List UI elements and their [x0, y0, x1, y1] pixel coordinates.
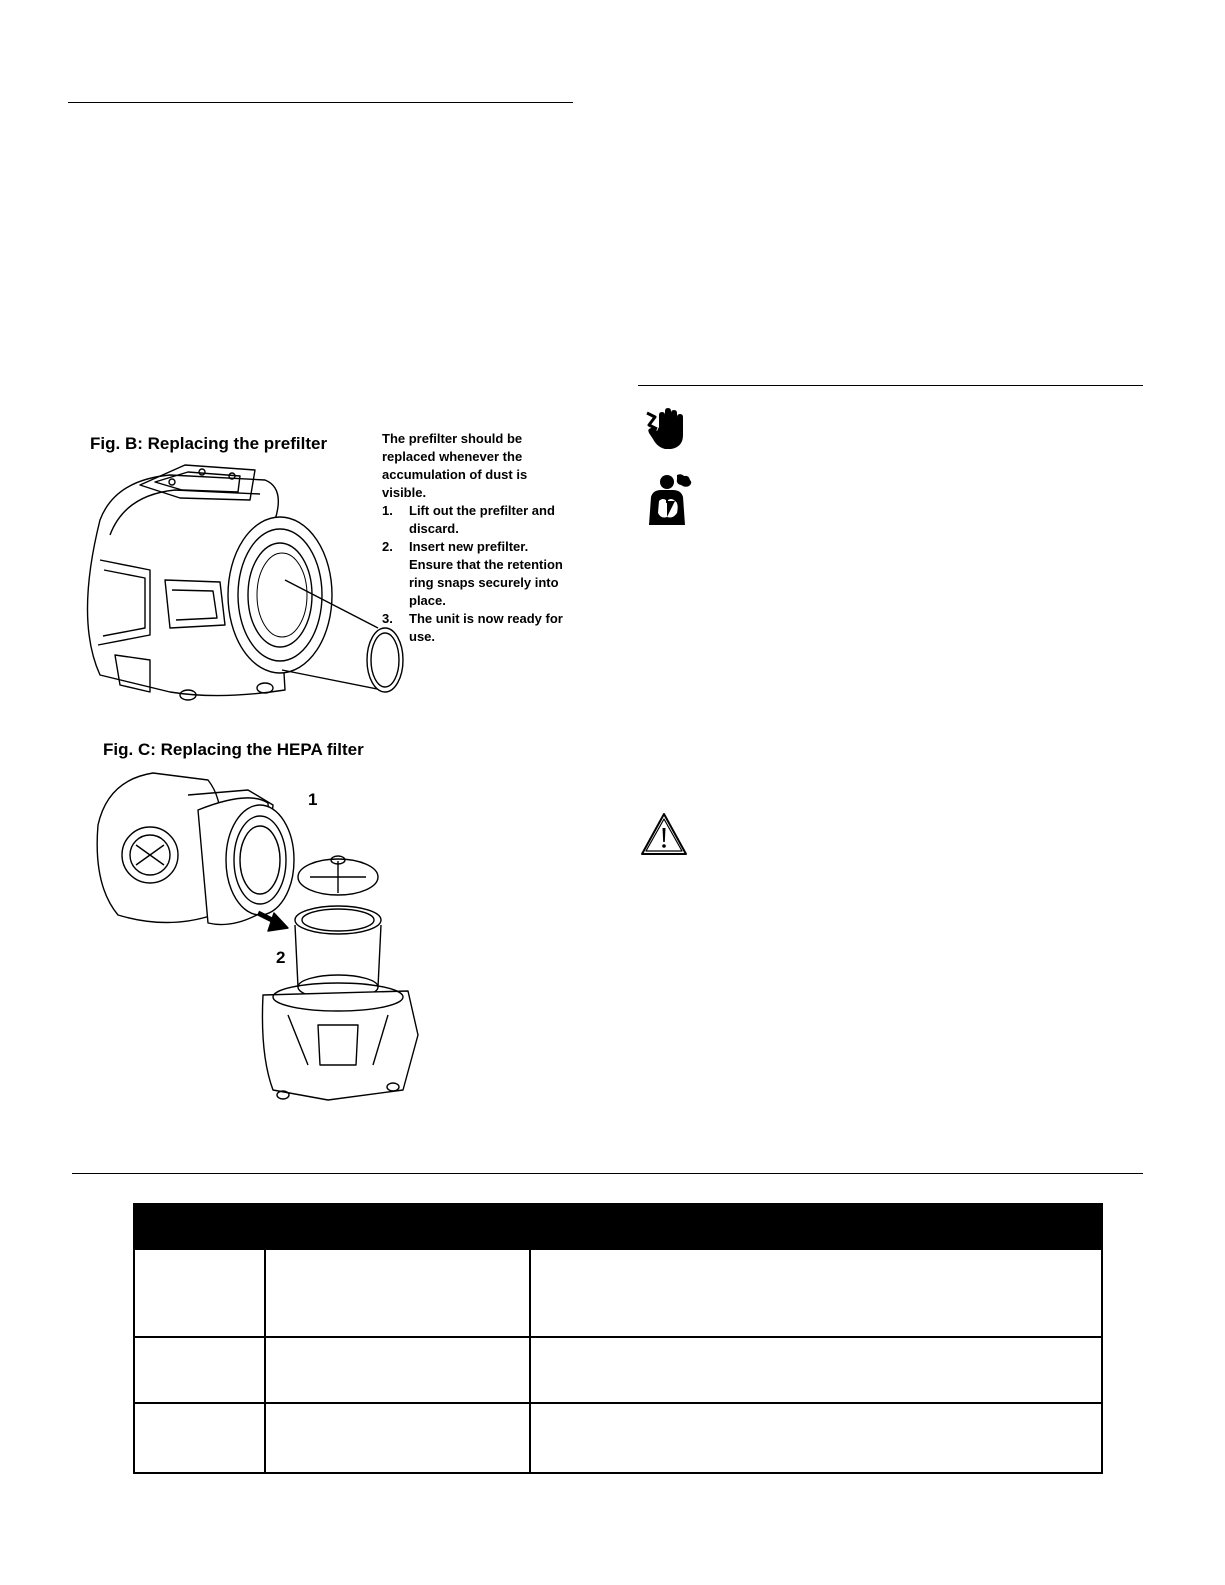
prefilter-unit-illustration: [70, 460, 410, 705]
table-cell: [265, 1249, 530, 1337]
table-cell: [134, 1337, 265, 1403]
table-header-cell: [265, 1204, 530, 1249]
electric-shock-hand-icon: [641, 407, 687, 453]
table-cell: [134, 1403, 265, 1473]
fig-b-title: Fig. B: Replacing the prefilter: [90, 434, 328, 453]
table-header-cell: [134, 1204, 265, 1249]
table-cell: [530, 1249, 1102, 1337]
prefilter-steps: [382, 502, 567, 646]
table-row: [134, 1403, 1102, 1473]
troubleshooting-table: [133, 1203, 1103, 1474]
prefilter-step-2: 2. Insert new prefilter. Ensure that the retention ring snaps securely into place.: [382, 539, 563, 608]
fig-c-callout-1: 1: [308, 790, 318, 809]
table-row: [134, 1337, 1102, 1403]
table-header-row: [134, 1204, 1102, 1249]
top-left-rule: [68, 102, 573, 103]
prefilter-instructions: [382, 430, 567, 646]
table-cell: [134, 1249, 265, 1337]
table-cell: [530, 1337, 1102, 1403]
right-section-rule: [638, 385, 1143, 386]
table-cell: [265, 1337, 530, 1403]
hepa-filter-illustration: [88, 765, 438, 1105]
table-header-cell: [530, 1204, 1102, 1249]
table-cell: [265, 1403, 530, 1473]
prefilter-intro: The prefilter should be replaced whenever the accumulation of dust is visible.: [382, 431, 528, 500]
bottom-section-rule: [72, 1173, 1143, 1174]
prefilter-step-3: 3. The unit is now ready for use.: [382, 611, 563, 644]
prefilter-step-1: 1. Lift out the prefilter and discard.: [382, 503, 555, 536]
respiratory-hazard-icon: [647, 473, 693, 527]
table-row: [134, 1249, 1102, 1337]
fig-c-callout-2: 2: [276, 948, 286, 967]
fig-c-title: Fig. C: Replacing the HEPA filter: [103, 740, 364, 759]
warning-triangle-icon: [640, 812, 688, 856]
table-cell: [530, 1403, 1102, 1473]
